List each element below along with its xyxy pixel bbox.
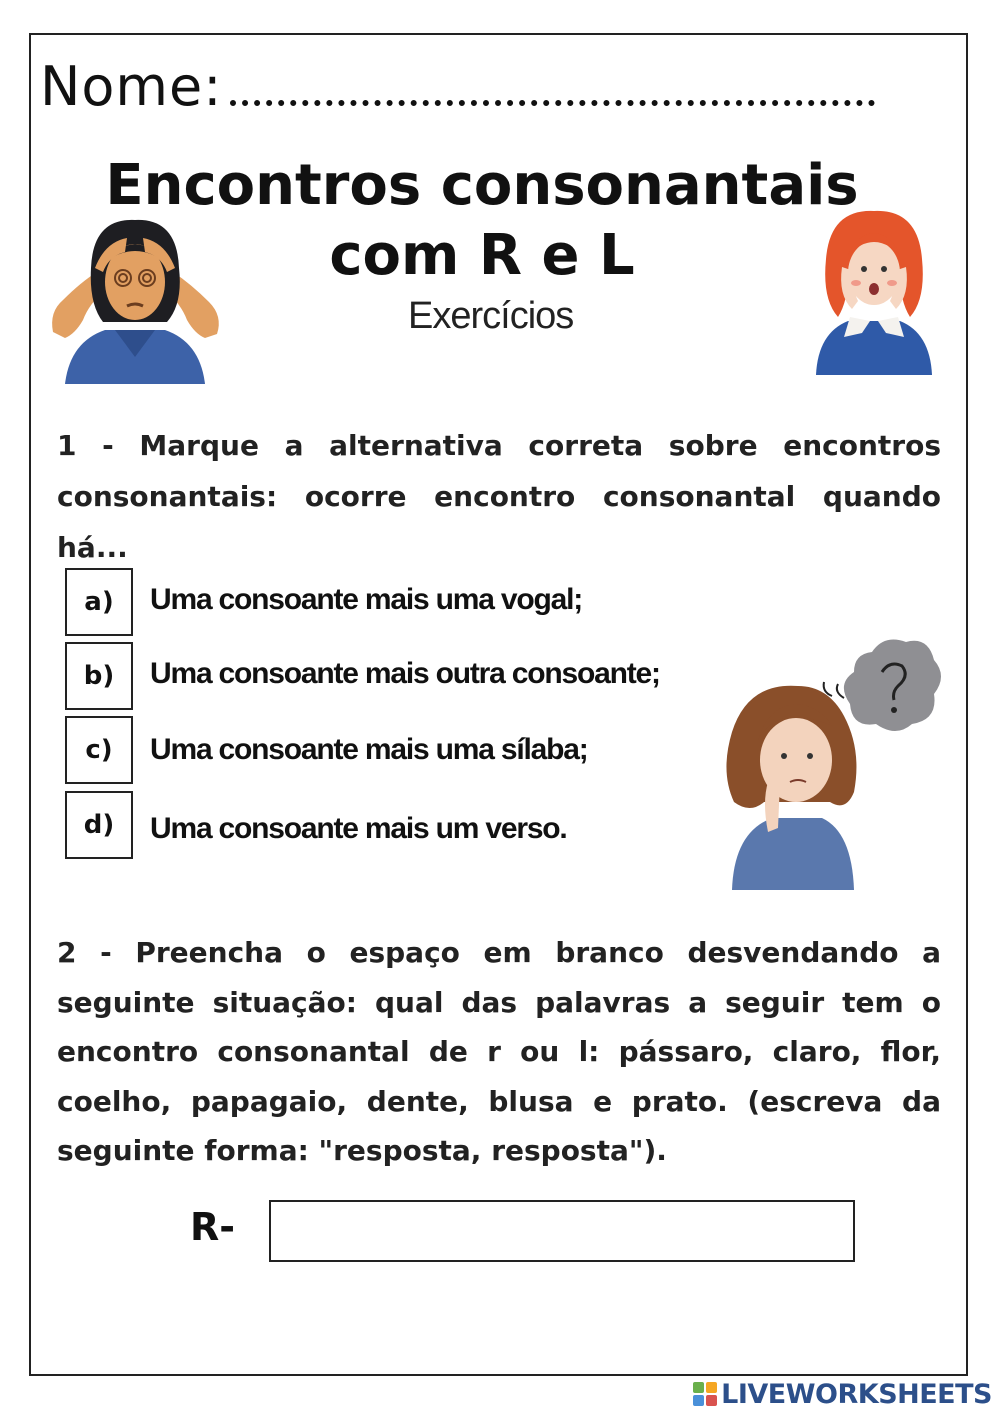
stressed-person-holding-head-icon bbox=[45, 212, 225, 384]
liveworksheets-brand-text: LIVEWORKSHEETS bbox=[721, 1378, 992, 1410]
option-b-text: Uma consoante mais outra consoante; bbox=[150, 657, 660, 690]
name-dotted-line bbox=[230, 100, 875, 106]
thinking-child-with-question-cloud-icon bbox=[712, 632, 944, 890]
option-b-checkbox[interactable]: b) bbox=[65, 642, 133, 710]
option-a-text: Uma consoante mais uma vogal; bbox=[150, 583, 583, 616]
question-2-text: 2 - Preencha o espaço em branco desvendando a seguinte situação: qual das palavras a seguir tem o encontro consonantal de r ou l: pássaro, claro, flor, coelho, papagaio, dente, blusa e prato. (escreva da seguinte forma: "resposta, resposta"). bbox=[57, 936, 941, 1167]
option-c-text: Uma consoante mais uma sílaba; bbox=[150, 733, 588, 766]
liveworksheets-grid-icon bbox=[693, 1382, 717, 1406]
worried-red-haired-woman-icon bbox=[808, 205, 938, 375]
page-title-line2: com R e L bbox=[329, 223, 635, 288]
option-c-checkbox[interactable]: c) bbox=[65, 716, 133, 784]
answer-label: R- bbox=[190, 1205, 236, 1249]
liveworksheets-logo bbox=[693, 1378, 992, 1410]
option-a-checkbox[interactable]: a) bbox=[65, 568, 133, 636]
page-title-line1: Encontros consonantais bbox=[105, 153, 859, 218]
page-subtitle: Exercícios bbox=[408, 295, 574, 337]
option-d-checkbox[interactable]: d) bbox=[65, 791, 133, 859]
option-d-text: Uma consoante mais um verso. bbox=[150, 812, 567, 845]
name-label: Nome: bbox=[40, 55, 223, 118]
answer-input[interactable] bbox=[269, 1200, 855, 1262]
question-1-text: 1 - Marque a alternativa correta sobre encontros consonantais: ocorre encontro consonantal quando há... bbox=[57, 429, 941, 564]
